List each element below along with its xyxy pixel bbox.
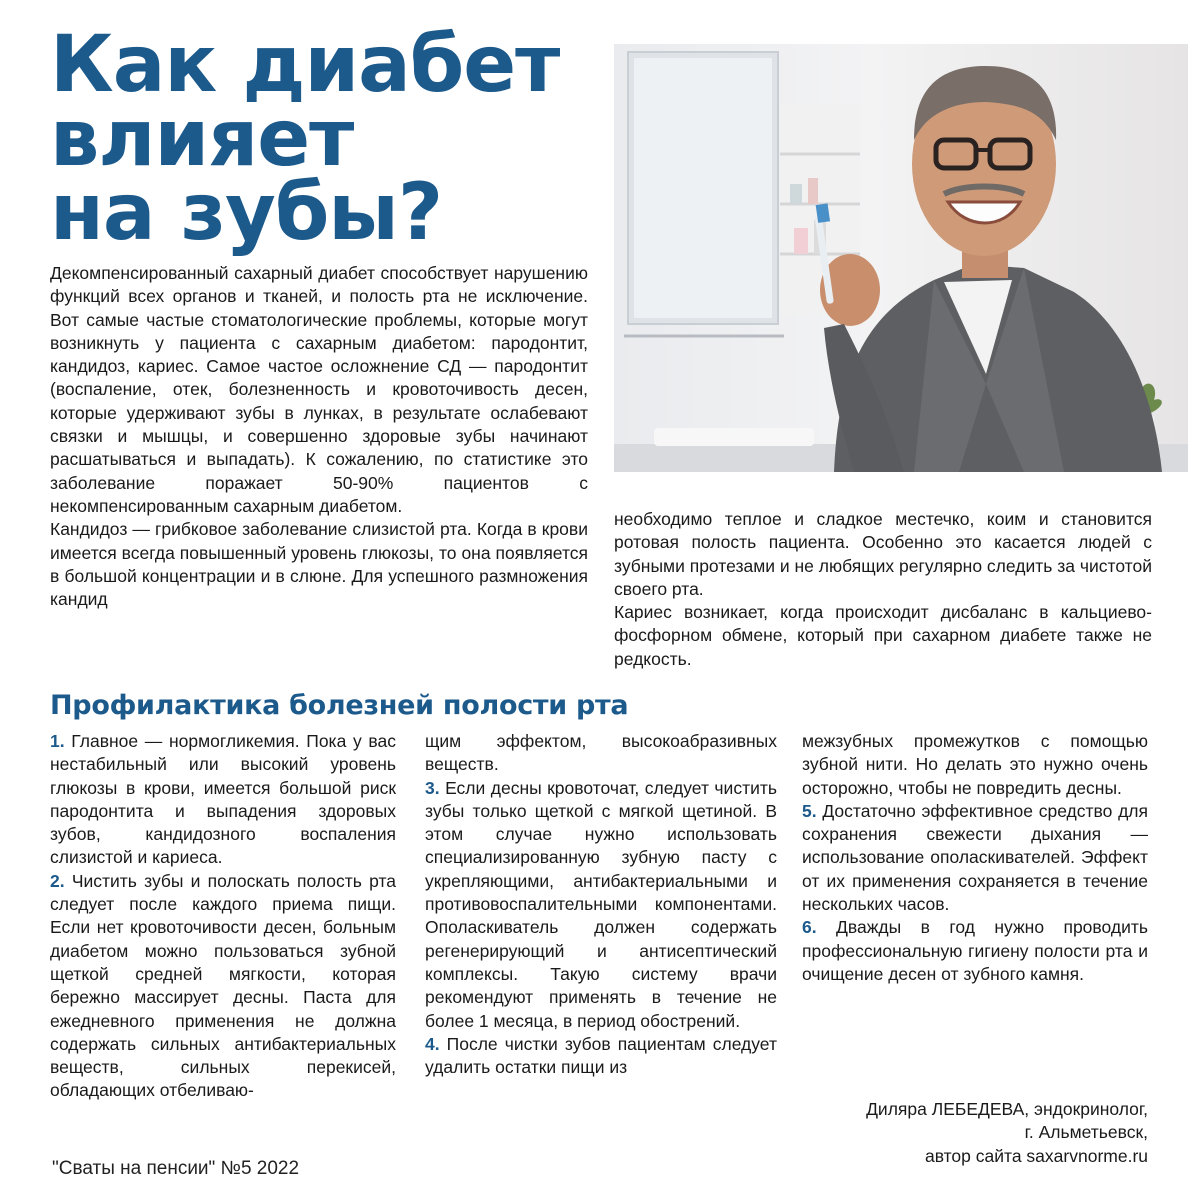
tip-3-text: Если десны кровоточат, следует чистить зубы только щеткой с мягкой щетиной. В этом случае нужно использовать специализированную зубную пасту с укрепляющими, антибактериальными и противовоспалительными компонентами. Ополаскиватель должен содержать регенерирующий и антисептический комплексы. Такую систему врачи рекомендуют применять в течение не более 1 месяца, в период обострений. [425, 777, 777, 1031]
tip-5-text: Достаточно эффективное средство для сохранения свежести дыхания — использование ополаскивателей. Эффект от их применения сохраняется в течение нескольких часов. [802, 800, 1148, 915]
candidiasis-continuation: необходимо теплое и сладкое местечко, коим и становится ротовая полость пациента. Особенно это касается людей с зубными протезами и не любящих регулярно следить за чистотой своего рта. [614, 509, 1152, 599]
intro-column [50, 262, 588, 611]
headline-line-3: на зубы? [50, 168, 443, 258]
tip-6-number: 6. [802, 917, 817, 938]
tip-4-text: После чистки зубов пациентам следует удалить остатки пищи из [425, 1033, 777, 1078]
tip-6 [802, 916, 1148, 986]
tip-4 [425, 1033, 777, 1080]
tips-column-3 [802, 730, 1148, 986]
right-upper-column [614, 508, 1152, 671]
section-heading: Профилактика болезней полости рта [50, 690, 629, 721]
author-name: Диляра ЛЕБЕДЕВА, эндокринолог, [866, 1099, 1148, 1119]
tip-2 [50, 870, 396, 1103]
intro-paragraph-periodontitis: Декомпенсированный сахарный диабет способствует нарушению функций всех органов и тканей, и полость рта не исключение. Вот самые частые стоматологические проблемы, которые могут возникнуть у пациента с сахарным диабетом: пародонтит, кандидоз, кариес. Самое частое осложнение СД — пародонтит (воспаление, отек, болезненность и кровоточивость десен, которые удерживают зубы в лунках, в результате ослабевают связки и мышцы, и совершенно здоровые зубы начинают расшатываться и выпадать). К сожалению, по статистике это заболевание поражает 50-90% пациентов с некомпенсированным сахарным диабетом. [50, 263, 588, 516]
tips-column-2 [425, 730, 777, 1079]
tip-2-continuation: щим эффектом, высокоабразивных веществ. [425, 731, 777, 775]
tip-6-text: Дважды в год нужно проводить профессиональную гигиену полости рта и очищение десен от зубного камня. [802, 917, 1148, 984]
tips-column-1 [50, 730, 396, 1103]
tip-2-number: 2. [50, 870, 65, 891]
tip-2-text: Чистить зубы и полоскать полость рта следует после каждого приема пищи. Если нет кровоточивости десен, больным диабетом можно пользоваться зубной щеткой средней мягкости, которая бережно массирует десны. Паста для ежедневного применения не должна содержать сильных антибактериальных веществ, сильных перекисей, обладающих отбеливаю- [50, 870, 396, 1101]
man-brushing-teeth-illustration [614, 44, 1188, 472]
tip-3 [425, 777, 777, 1033]
tip-1-number: 1. [50, 731, 65, 751]
tip-5 [802, 800, 1148, 916]
publication-source: "Сваты на пенсии" №5 2022 [52, 1158, 300, 1179]
tip-1-text: Главное — нормогликемия. Пока у вас нестабильный или высокий уровень глюкозы в крови, имеется большой риск пародонтита и выпадения здоровых зубов, кандидозного воспаления слизистой и кариеса. [50, 731, 396, 868]
article-photo [614, 44, 1188, 472]
caries-paragraph: Кариес возникает, когда происходит дисбаланс в кальциево-фосфорном обмене, который при сахарном диабете также не редкость. [614, 602, 1152, 669]
author-signature [802, 1098, 1148, 1168]
tip-4-number: 4. [425, 1033, 440, 1054]
tip-4-continuation: межзубных промежутков с помощью зубной нити. Но делать это нужно очень осторожно, чтобы не повредить десны. [802, 731, 1148, 798]
tip-5-number: 5. [802, 800, 817, 821]
author-city: г. Альметьевск, [1024, 1122, 1148, 1143]
article-headline [50, 20, 610, 258]
intro-paragraph-candidiasis: Кандидоз — грибковое заболевание слизистой рта. Когда в крови имеется всегда повышенный уровень глюкозы, то она появляется в большой концентрации и в слюне. Для успешного размножения кандид [50, 519, 588, 610]
tip-3-number: 3. [425, 777, 440, 798]
author-site: автор сайта saxarvnorme.ru [924, 1145, 1148, 1166]
tip-1 [50, 730, 396, 870]
headline-line-2: влияет [50, 94, 354, 184]
headline-line-1: Как диабет [50, 20, 560, 110]
